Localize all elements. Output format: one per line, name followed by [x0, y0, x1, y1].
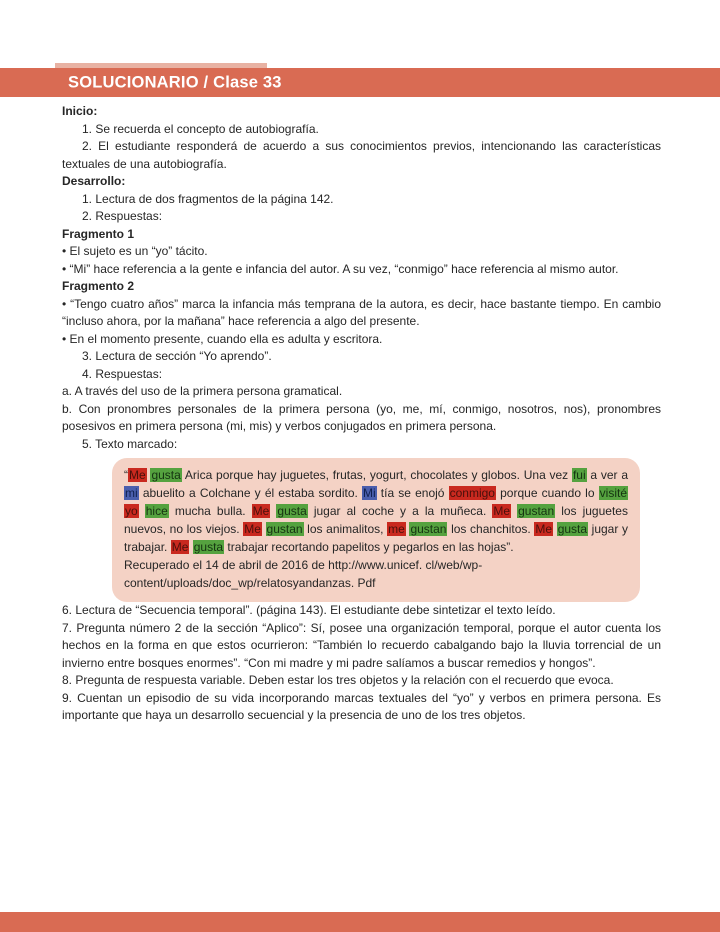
plain-text: abuelito a Colchane y él estaba sordito.: [138, 486, 362, 500]
plain-text: jugar y trabajar.: [124, 522, 628, 554]
highlight-red: Me: [493, 504, 511, 518]
highlight-red: me: [388, 522, 405, 536]
desarrollo-item-4: 4. Respuestas:: [82, 366, 163, 381]
highlight-green: gustan: [518, 504, 555, 518]
fragmento-2-bullet-1: • “Tengo cuatro años” marca la infancia más temprana de la autora, es decir, hace bastante tiempo. En cambio “incluso ahora, por la mañana” hace referencia a algo del presente.: [62, 296, 661, 328]
plain-text: [262, 522, 266, 536]
marked-text-box: [112, 458, 640, 602]
highlight-green: visité: [599, 486, 627, 500]
highlight-green: hice: [145, 504, 168, 518]
closing-item-6: 6. Lectura de “Secuencia temporal”. (página 143). El estudiante debe sintetizar el texto leído.: [62, 603, 556, 617]
closing-item-8: 8. Pregunta de respuesta variable. Deben estar los tres objetos y la relación con el recuerdo que evoca.: [62, 673, 614, 687]
plain-text: los chanchitos.: [447, 522, 535, 536]
fragmento-2-bullet-2: • En el momento presente, cuando ella es adulta y escritora.: [62, 331, 383, 346]
page-title: SOLUCIONARIO / Clase 33: [68, 73, 282, 91]
plain-text: tía se enojó: [376, 486, 449, 500]
content: [62, 103, 661, 725]
plain-text: los juguetes nuevos, no los viejos.: [124, 504, 628, 536]
highlight-blue: mi: [125, 486, 138, 500]
highlight-red: Me: [129, 468, 146, 482]
plain-text: los animalitos,: [303, 522, 388, 536]
footer-bar: [0, 912, 720, 932]
inicio-item-2: 2. El estudiante responderá de acuerdo a sus conocimientos previos, intencionando las características textuales de una autobiografía.: [62, 139, 661, 171]
plain-text: trabajar recortando papelitos y pegarlos en las hojas”.: [224, 540, 514, 554]
desarrollo-item-3: 3. Lectura de sección “Yo aprendo”.: [82, 349, 272, 363]
plain-text: mucha bulla.: [168, 504, 252, 518]
highlight-green: gustan: [266, 522, 303, 536]
highlight-red: conmigo: [449, 486, 495, 500]
source-citation: Recuperado el 14 de abril de 2016 de http://www.unicef. cl/web/wp-content/uploads/doc_wp/relatosyandanzas. Pdf: [124, 558, 483, 590]
plain-text: a ver a: [586, 468, 628, 482]
highlight-green: gusta: [557, 522, 588, 536]
plain-text: “: [124, 468, 128, 482]
highlight-green: gusta: [277, 504, 307, 518]
plain-text: porque cuando lo: [495, 486, 599, 500]
header-bar: [0, 68, 720, 97]
closing-item-9: 9. Cuentan un episodio de su vida incorporando marcas textuales del “yo” y verbos en primera persona. Es importante que haya un desarrollo secuencial y la presencia de uno de los tres objetos.: [62, 690, 661, 722]
highlight-green: gustan: [410, 522, 447, 536]
fragmento-1-title: Fragmento 1: [62, 226, 135, 241]
highlight-red: Me: [244, 522, 261, 536]
highlight-green: fui: [572, 468, 586, 482]
fragmento-1-bullet-1: • El sujeto es un “yo” tácito.: [62, 244, 208, 258]
highlight-red: yo: [125, 504, 138, 518]
marked-text-paragraph: [124, 466, 628, 556]
inicio-heading: Inicio:: [62, 104, 98, 118]
desarrollo-heading: Desarrollo:: [62, 174, 126, 188]
closing-item-7: 7. Pregunta número 2 de la sección “Aplico”: Sí, posee una organización temporal, porque el autor cuenta los hechos en la forma en que estos ocurrieron: “También lo recuerdo cabalgando bajo la lluvia torrencial de un invierno entre bosques enormes”. “Con mi madre y mi padre salíamos a buscar remedios y hongos”.: [62, 620, 661, 670]
highlight-red: Me: [252, 504, 270, 518]
fragmento-1-bullet-2: • “Mi” hace referencia a la gente e infancia del autor. A su vez, “conmigo” hace referencia al mismo autor.: [62, 261, 619, 276]
plain-text: jugar al coche y a la muñeca.: [307, 504, 493, 518]
highlight-blue: Mi: [362, 486, 376, 500]
desarrollo-item-1: 1. Lectura de dos fragmentos de la página 142.: [82, 191, 334, 206]
answer-a: a. A través del uso de la primera persona gramatical.: [62, 384, 343, 398]
plain-text: [139, 504, 145, 518]
highlight-red: Me: [535, 522, 553, 536]
highlight-red: Me: [171, 540, 189, 554]
highlight-green: gusta: [193, 540, 224, 554]
highlight-green: gusta: [151, 468, 181, 482]
fragmento-2-title: Fragmento 2: [62, 279, 135, 293]
desarrollo-item-5: 5. Texto marcado:: [82, 436, 178, 451]
desarrollo-item-2: 2. Respuestas:: [82, 209, 163, 223]
answer-b: b. Con pronombres personales de la primera persona (yo, me, mí, conmigo, nosotros, nos), pronombres posesivos en primera persona (mi, mis) y verbos conjugados en primera persona.: [62, 401, 661, 433]
inicio-item-1: 1. Se recuerda el concepto de autobiografía.: [82, 121, 319, 136]
plain-text: Arica porque hay juguetes, frutas, yogurt, chocolates y globos. Una vez: [181, 468, 572, 482]
